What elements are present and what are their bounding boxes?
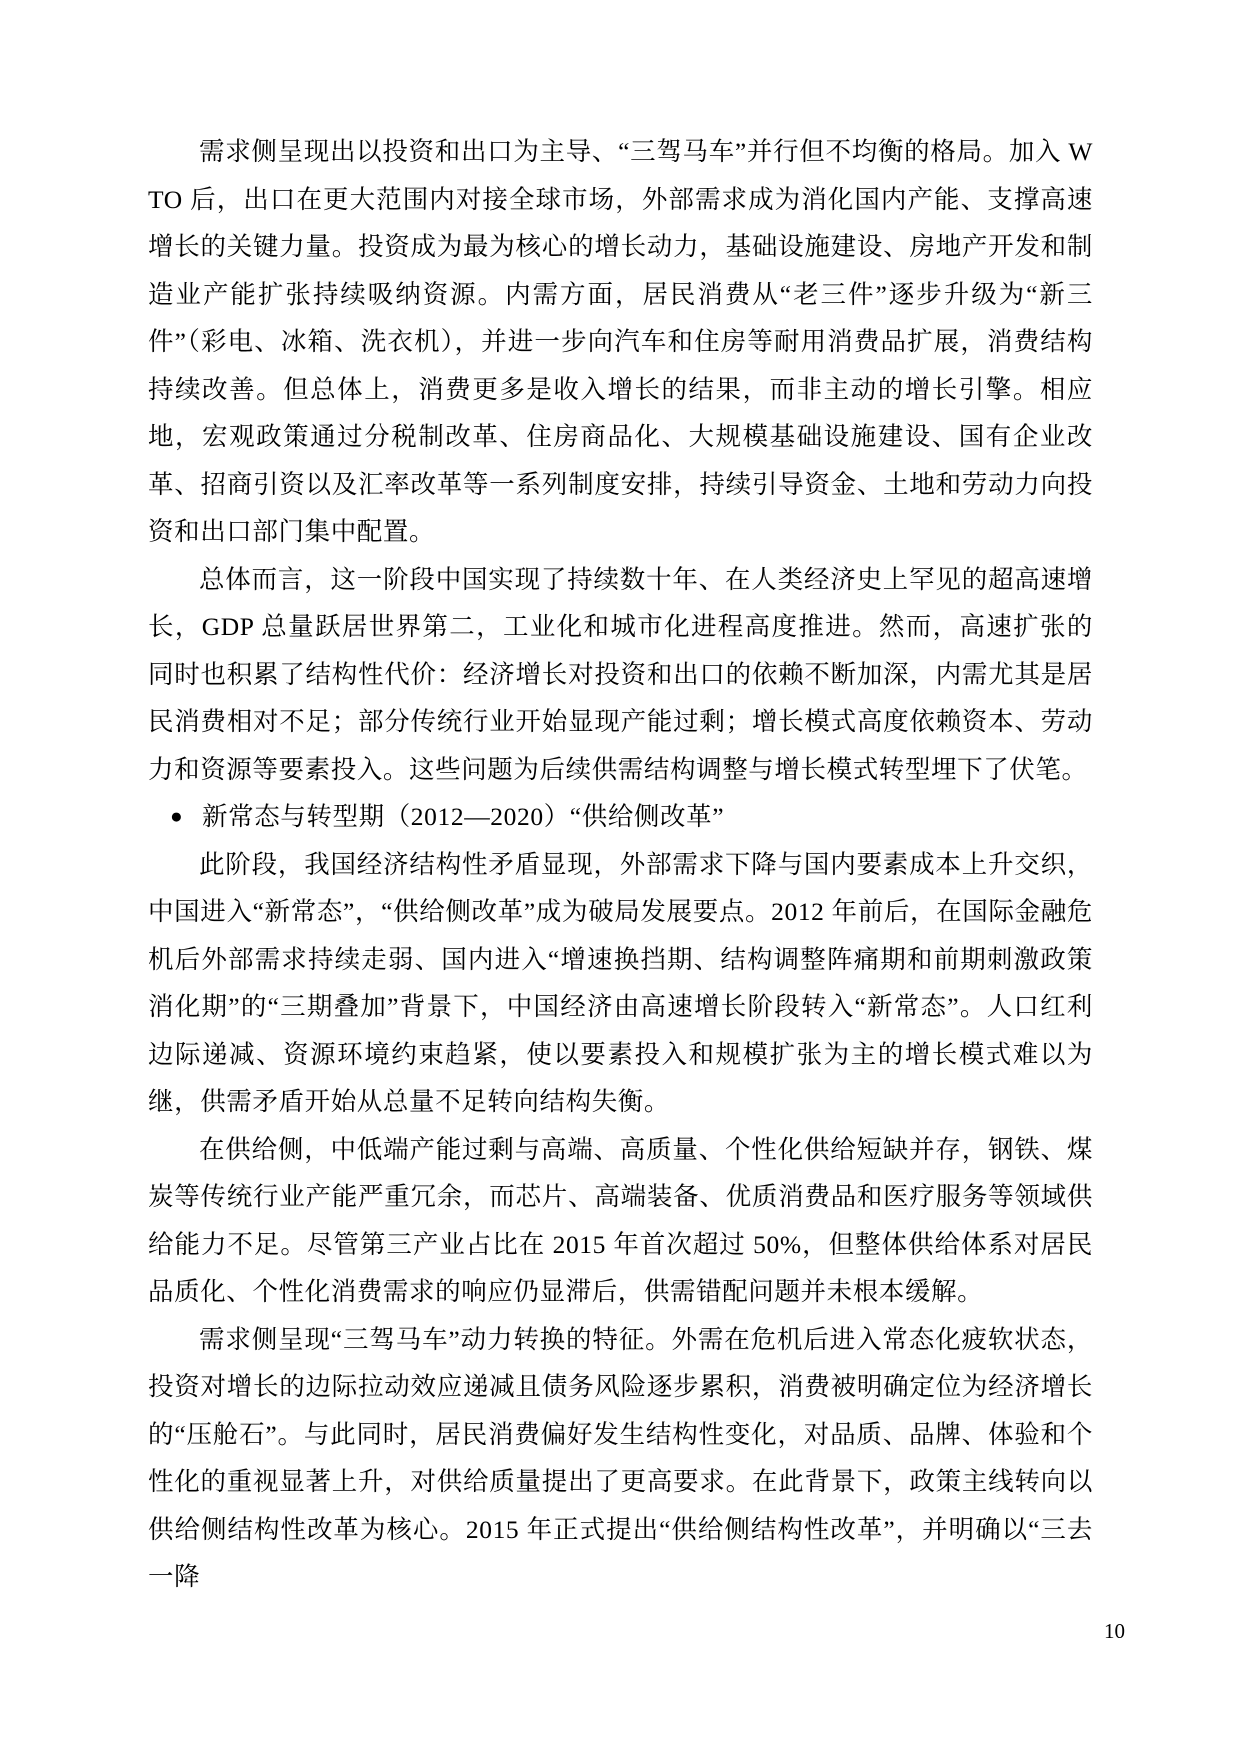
paragraph-4: 在供给侧，中低端产能过剩与高端、高质量、个性化供给短缺并存，钢铁、煤炭等传统行业产能严重冗余，而芯片、高端装备、优质消费品和医疗服务等领域供给能力不足。尽管第三产业占比在 2015 年首次超过 50%，但整体供给体系对居民品质化、个性化消费需求的响应仍显滞后，供需错配问题并未根本缓解。 [148, 1134, 1093, 1306]
bullet-dot-icon: ● [170, 804, 184, 828]
page-number: 10 [1104, 1619, 1125, 1643]
bullet-list-item [148, 793, 1093, 841]
paragraph-5: 需求侧呈现“三驾马车”动力转换的特征。外需在危机后进入常态化疲软状态，投资对增长的边际拉动效应递减且债务风险逐步累积，消费被明确定位为经济增长的“压舱石”。与此同时，居民消费偏好发生结构性变化，对品质、品牌、体验和个性化的重视显著上升，对供给质量提出了更高要求。在此背景下，政策主线转向以供给侧结构性改革为核心。2015 年正式提出“供给侧结构性改革”，并明确以“三去一降 [148, 1324, 1093, 1591]
paragraph-1: 需求侧呈现出以投资和出口为主导、“三驾马车”并行但不均衡的格局。加入 WTO 后，出口在更大范围内对接全球市场，外部需求成为消化国内产能、支撑高速增长的关键力量。投资成为最为核心的增长动力，基础设施建设、房地产开发和制造业产能扩张持续吸纳资源。内需方面，居民消费从“老三件”逐步升级为“新三件”（彩电、冰箱、洗衣机），并进一步向汽车和住房等耐用消费品扩展，消费结构持续改善。但总体上，消费更多是收入增长的结果，而非主动的增长引擎。相应地，宏观政策通过分税制改革、住房商品化、大规模基础设施建设、国有企业改革、招商引资以及汇率改革等一系列制度安排，持续引导资金、土地和劳动力向投资和出口部门集中配置。 [148, 137, 1093, 546]
page-content [148, 128, 1093, 1601]
bullet-item-label: 新常态与转型期（2012—2020）“供给侧改革” [202, 802, 725, 831]
paragraph-2: 总体而言，这一阶段中国实现了持续数十年、在人类经济史上罕见的超高速增长，GDP 总量跃居世界第二，工业化和城市化进程高度推进。然而，高速扩张的同时也积累了结构性代价：经济增长对投资和出口的依赖不断加深，内需尤其是居民消费相对不足；部分传统行业开始显现产能过剩；增长模式高度依赖资本、劳动力和资源等要素投入。这些问题为后续供需结构调整与增长模式转型埋下了伏笔。 [148, 564, 1093, 784]
paragraph-3: 此阶段，我国经济结构性矛盾显现，外部需求下降与国内要素成本上升交织，中国进入“新常态”，“供给侧改革”成为破局发展要点。2012 年前后，在国际金融危机后外部需求持续走弱、国内进入“增速换挡期、结构调整阵痛期和前期刺激政策消化期”的“三期叠加”背景下，中国经济由高速增长阶段转入“新常态”。人口红利边际递减、资源环境约束趋紧，使以要素投入和规模扩张为主的增长模式难以为继，供需矛盾开始从总量不足转向结构失衡。 [148, 849, 1093, 1116]
